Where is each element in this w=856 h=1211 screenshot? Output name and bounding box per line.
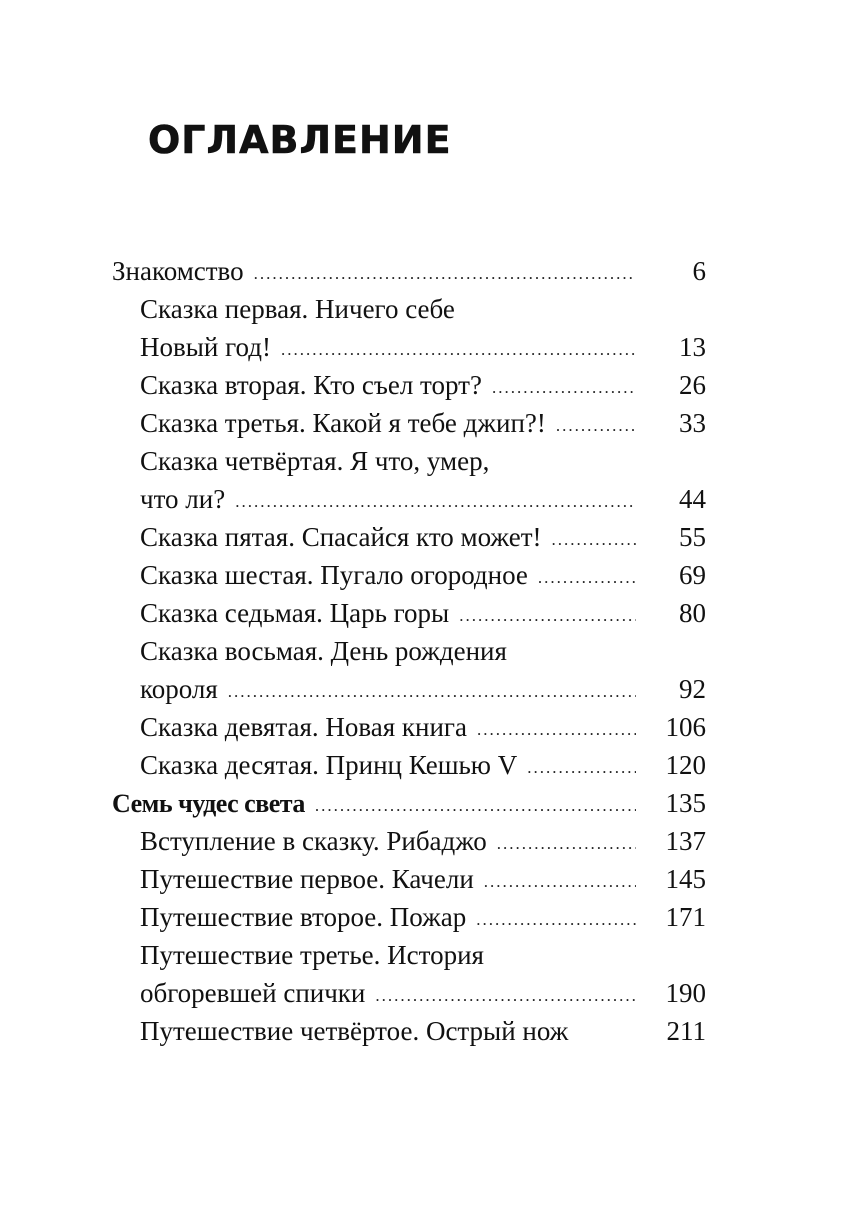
page-title: ОГЛАВЛЕНИЕ <box>148 118 452 162</box>
toc-entry[interactable] <box>112 860 712 898</box>
toc-leader-dots <box>228 673 636 711</box>
table-of-contents <box>112 252 712 1050</box>
toc-entry[interactable] <box>112 556 712 594</box>
toc-entry-title: Новый год! <box>140 332 271 362</box>
toc-entry[interactable] <box>112 328 712 366</box>
toc-leader-dots <box>538 559 636 597</box>
toc-entry-page: 120 <box>665 750 706 780</box>
toc-entry-title: Сказка вторая. Кто съел торт? <box>140 370 482 400</box>
toc-entry-title: Сказка первая. Ничего себе <box>140 294 455 324</box>
toc-entry-title: Сказка шестая. Пугало огородное <box>140 560 528 590</box>
toc-entry-page: 106 <box>665 712 706 742</box>
toc-entry[interactable] <box>112 670 712 708</box>
toc-entry-title: Семь чудес света <box>112 789 305 818</box>
toc-entry-page: 135 <box>665 788 706 818</box>
toc-entry-page: 145 <box>665 864 706 894</box>
toc-entry-title: Сказка четвёртая. Я что, умер, <box>140 446 490 476</box>
toc-entry-page: 80 <box>679 598 706 628</box>
toc-leader-dots <box>235 483 636 521</box>
toc-entry[interactable] <box>112 404 712 442</box>
toc-entry[interactable] <box>112 746 712 784</box>
toc-entry[interactable] <box>112 974 712 1012</box>
toc-entry[interactable] <box>112 442 712 480</box>
toc-entry[interactable] <box>112 1012 712 1050</box>
toc-leader-dots <box>497 825 636 863</box>
toc-entry-page: 92 <box>679 674 706 704</box>
toc-leader-dots <box>492 369 636 407</box>
toc-entry-title: Знакомство <box>112 256 244 286</box>
toc-entry[interactable] <box>112 708 712 746</box>
toc-entry-page: 13 <box>679 332 706 362</box>
toc-entry-title: Сказка третья. Какой я тебе джип?! <box>140 408 546 438</box>
toc-entry-page: 190 <box>665 978 706 1008</box>
toc-entry-title: Сказка десятая. Принц Кешью V <box>140 750 518 780</box>
toc-entry-title: Путешествие третье. История <box>140 940 484 970</box>
toc-entry-title: Сказка седьмая. Царь горы <box>140 598 450 628</box>
toc-leader-dots <box>552 521 637 559</box>
toc-leader-dots <box>477 711 636 749</box>
toc-entry[interactable] <box>112 898 712 936</box>
toc-entry-page: 137 <box>665 826 706 856</box>
toc-entry[interactable] <box>112 822 712 860</box>
toc-entry-title: что ли? <box>140 484 226 514</box>
toc-leader-dots <box>484 863 636 901</box>
toc-entry-title: Сказка девятая. Новая книга <box>140 712 467 742</box>
toc-entry-page: 26 <box>679 370 706 400</box>
toc-entry-page: 211 <box>666 1016 706 1046</box>
toc-entry-title: Вступление в сказку. Рибаджо <box>140 826 487 856</box>
toc-entry-title: Сказка пятая. Спасайся кто может! <box>140 522 542 552</box>
toc-leader-dots <box>281 331 636 369</box>
toc-entry-title: Путешествие второе. Пожар <box>140 902 467 932</box>
toc-entry[interactable] <box>112 518 712 556</box>
toc-leader-dots <box>375 977 636 1015</box>
toc-entry-title: Путешествие первое. Качели <box>140 864 474 894</box>
toc-entry-page: 6 <box>692 256 706 286</box>
toc-leader-dots <box>556 407 636 445</box>
toc-leader-dots <box>254 255 636 293</box>
toc-entry-title: обгоревшей спички <box>140 978 366 1008</box>
toc-entry[interactable] <box>112 480 712 518</box>
toc-section-entry[interactable] <box>112 784 712 822</box>
toc-entry-page: 33 <box>679 408 706 438</box>
toc-entry-title: Сказка восьмая. День рождения <box>140 636 507 666</box>
toc-entry[interactable] <box>112 290 712 328</box>
toc-entry[interactable] <box>112 632 712 670</box>
toc-entry[interactable] <box>112 252 712 290</box>
toc-leader-dots <box>315 787 636 825</box>
toc-leader-dots <box>459 597 636 635</box>
toc-leader-dots <box>476 901 636 939</box>
toc-entry[interactable] <box>112 594 712 632</box>
toc-entry[interactable] <box>112 936 712 974</box>
toc-entry-title: короля <box>140 674 218 704</box>
toc-entry-page: 171 <box>665 902 706 932</box>
toc-entry[interactable] <box>112 366 712 404</box>
toc-entry-title: Путешествие четвёртое. Острый нож <box>140 1016 569 1046</box>
toc-entry-page: 55 <box>679 522 706 552</box>
toc-leader-dots <box>527 749 636 787</box>
toc-entry-page: 44 <box>679 484 706 514</box>
toc-entry-page: 69 <box>679 560 706 590</box>
